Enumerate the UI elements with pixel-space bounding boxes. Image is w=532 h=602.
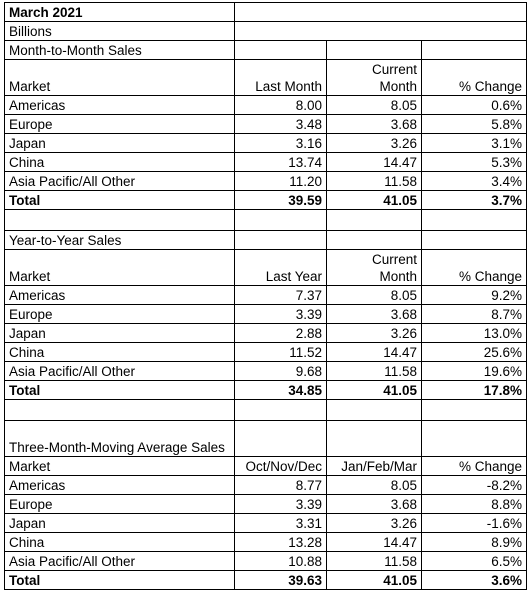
value-cell[interactable]: 7.37 (235, 286, 327, 305)
value-cell[interactable]: 13.74 (235, 153, 327, 172)
value-cell[interactable]: 11.58 (327, 362, 422, 381)
table-row (5, 476, 527, 495)
value-cell[interactable]: 3.26 (327, 134, 422, 153)
market-cell[interactable]: Japan (5, 134, 235, 153)
table-row (5, 514, 527, 533)
value-cell[interactable]: 3.16 (235, 134, 327, 153)
table-row (5, 343, 527, 362)
total-change[interactable]: 3.6% (422, 571, 527, 590)
value-cell[interactable]: 2.88 (235, 324, 327, 343)
change-cell[interactable]: 3.4% (422, 172, 527, 191)
sheet-body (5, 3, 527, 590)
market-cell[interactable]: Asia Pacific/All Other (5, 552, 235, 571)
value-cell[interactable]: 3.26 (327, 514, 422, 533)
table-row (5, 362, 527, 381)
change-cell[interactable]: 9.2% (422, 286, 527, 305)
value-cell[interactable]: 14.47 (327, 343, 422, 362)
total-label[interactable]: Total (5, 381, 235, 400)
table-row (5, 115, 527, 134)
market-cell[interactable]: China (5, 533, 235, 552)
total-value[interactable]: 41.05 (327, 381, 422, 400)
value-cell[interactable]: 3.31 (235, 514, 327, 533)
market-cell[interactable]: Americas (5, 286, 235, 305)
value-cell[interactable]: 8.05 (327, 476, 422, 495)
change-cell[interactable]: 25.6% (422, 343, 527, 362)
value-cell[interactable]: 3.39 (235, 495, 327, 514)
section-heading[interactable]: Month-to-Month Sales (5, 41, 235, 60)
value-cell[interactable]: 3.68 (327, 495, 422, 514)
empty-cell[interactable] (235, 210, 327, 231)
units-label[interactable]: Billions (5, 22, 235, 41)
value-cell[interactable]: 8.77 (235, 476, 327, 495)
value-cell[interactable]: 3.26 (327, 324, 422, 343)
empty-cell[interactable] (327, 421, 422, 457)
empty-cell[interactable] (5, 210, 235, 231)
empty-cell[interactable] (422, 210, 527, 231)
total-change[interactable]: 3.7% (422, 191, 527, 210)
spacer-row (5, 400, 527, 421)
table-row (5, 495, 527, 514)
table-row (5, 134, 527, 153)
empty-cell[interactable] (327, 210, 422, 231)
change-cell[interactable]: 5.3% (422, 153, 527, 172)
empty-cell[interactable] (235, 400, 327, 421)
market-cell[interactable]: Europe (5, 305, 235, 324)
value-cell[interactable]: 14.47 (327, 153, 422, 172)
change-cell[interactable]: 0.6% (422, 96, 527, 115)
column-header-row (5, 250, 527, 286)
column-header[interactable]: Current Month (327, 60, 422, 96)
title-row (5, 3, 527, 22)
change-cell[interactable]: -1.6% (422, 514, 527, 533)
column-header[interactable]: Market (5, 457, 235, 476)
total-value[interactable]: 39.59 (235, 191, 327, 210)
empty-cell[interactable] (422, 231, 527, 250)
value-cell[interactable]: 11.52 (235, 343, 327, 362)
empty-cell[interactable] (235, 231, 327, 250)
empty-cell[interactable] (422, 41, 527, 60)
total-row (5, 571, 527, 590)
table-row (5, 533, 527, 552)
table-row (5, 286, 527, 305)
change-cell[interactable]: 8.9% (422, 533, 527, 552)
total-row (5, 381, 527, 400)
column-header[interactable]: Oct/Nov/Dec (235, 457, 327, 476)
value-cell[interactable]: 11.20 (235, 172, 327, 191)
section-heading[interactable]: Three-Month-Moving Average Sales (5, 421, 235, 457)
change-cell[interactable]: 5.8% (422, 115, 527, 134)
change-cell[interactable]: 8.7% (422, 305, 527, 324)
value-cell[interactable]: 11.58 (327, 552, 422, 571)
total-value[interactable]: 34.85 (235, 381, 327, 400)
market-cell[interactable]: Europe (5, 115, 235, 134)
market-cell[interactable]: Asia Pacific/All Other (5, 172, 235, 191)
section-heading-row (5, 41, 527, 60)
column-header-row (5, 60, 527, 96)
sales-spreadsheet (4, 2, 527, 590)
market-cell[interactable]: Europe (5, 495, 235, 514)
change-cell[interactable]: 3.1% (422, 134, 527, 153)
column-header[interactable]: Last Year (235, 250, 327, 286)
column-header[interactable]: Market (5, 250, 235, 286)
total-change[interactable]: 17.8% (422, 381, 527, 400)
value-cell[interactable]: 3.39 (235, 305, 327, 324)
table-row (5, 324, 527, 343)
column-header-row (5, 457, 527, 476)
empty-cell[interactable] (5, 400, 235, 421)
value-cell[interactable]: 3.48 (235, 115, 327, 134)
total-label[interactable]: Total (5, 571, 235, 590)
column-header[interactable]: Market (5, 60, 235, 96)
section-heading-row (5, 421, 527, 457)
empty-cell[interactable] (235, 3, 527, 22)
column-header[interactable]: Last Month (235, 60, 327, 96)
value-cell[interactable]: 11.58 (327, 172, 422, 191)
value-cell[interactable]: 3.68 (327, 115, 422, 134)
total-value[interactable]: 41.05 (327, 191, 422, 210)
empty-cell[interactable] (235, 22, 527, 41)
section-heading-row (5, 231, 527, 250)
change-cell[interactable]: 13.0% (422, 324, 527, 343)
spacer-row (5, 210, 527, 231)
table-row (5, 172, 527, 191)
value-cell[interactable]: 13.28 (235, 533, 327, 552)
column-header[interactable]: Current Month (327, 250, 422, 286)
report-title[interactable]: March 2021 (5, 3, 235, 22)
change-cell[interactable]: 6.5% (422, 552, 527, 571)
empty-cell[interactable] (235, 421, 327, 457)
column-header[interactable]: % Change (422, 457, 527, 476)
total-value[interactable]: 41.05 (327, 571, 422, 590)
market-cell[interactable]: China (5, 153, 235, 172)
value-cell[interactable]: 8.00 (235, 96, 327, 115)
section-heading[interactable]: Year-to-Year Sales (5, 231, 235, 250)
value-cell[interactable]: 8.05 (327, 286, 422, 305)
total-value[interactable]: 39.63 (235, 571, 327, 590)
units-row (5, 22, 527, 41)
market-cell[interactable]: Japan (5, 514, 235, 533)
table-row (5, 96, 527, 115)
empty-cell[interactable] (327, 400, 422, 421)
change-cell[interactable]: 19.6% (422, 362, 527, 381)
empty-cell[interactable] (422, 421, 527, 457)
total-label[interactable]: Total (5, 191, 235, 210)
market-cell[interactable]: Japan (5, 324, 235, 343)
table-row (5, 305, 527, 324)
column-header[interactable]: % Change (422, 60, 527, 96)
change-cell[interactable]: 8.8% (422, 495, 527, 514)
total-row (5, 191, 527, 210)
market-cell[interactable]: China (5, 343, 235, 362)
column-header[interactable]: Jan/Feb/Mar (327, 457, 422, 476)
empty-cell[interactable] (327, 41, 422, 60)
table-row (5, 153, 527, 172)
column-header[interactable]: % Change (422, 250, 527, 286)
value-cell[interactable]: 9.68 (235, 362, 327, 381)
market-cell[interactable]: Americas (5, 476, 235, 495)
empty-cell[interactable] (235, 41, 327, 60)
empty-cell[interactable] (327, 231, 422, 250)
market-cell[interactable]: Americas (5, 96, 235, 115)
value-cell[interactable]: 8.05 (327, 96, 422, 115)
empty-cell[interactable] (422, 400, 527, 421)
table-row (5, 552, 527, 571)
value-cell[interactable]: 10.88 (235, 552, 327, 571)
value-cell[interactable]: 14.47 (327, 533, 422, 552)
value-cell[interactable]: 3.68 (327, 305, 422, 324)
change-cell[interactable]: -8.2% (422, 476, 527, 495)
market-cell[interactable]: Asia Pacific/All Other (5, 362, 235, 381)
